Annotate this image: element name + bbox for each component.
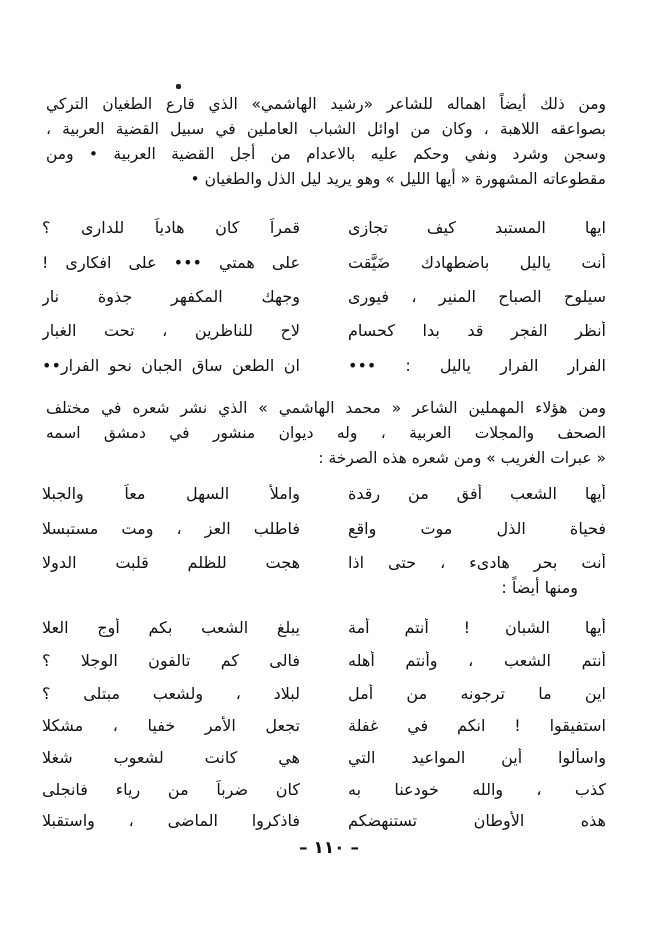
poem-verse [42,740,606,775]
verse-second-hemistich: واملأ السهل معاً والجبلا [42,484,300,503]
poem-verse [42,348,606,383]
paragraph-line: بصواعقه اللاهبة ، وكان من اوائل الشباب العاملين في سبيل القضية العربية ، [46,120,606,138]
verse-first-hemistich: الفرار الفرار ياليل : ••• [348,356,606,375]
verse-first-hemistich: ايها المستبد كيف تجازى [348,218,606,237]
page-number: – ١١٠ – [299,838,359,858]
verse-first-hemistich: أيها الشعب أفق من رقدة [348,484,606,503]
intro-paragraph [46,92,606,192]
paragraph-line: وسجن وشرد ونفي وحكم عليه بالاعدام من أجل القضية العربية • ومن [46,145,606,163]
verse-second-hemistich: فاطلب العز ، ومت مستبسلا [42,519,300,538]
verse-first-hemistich: كذب ، والله خودعنا به [348,780,606,799]
verse-first-hemistich: أنت بحر هادىء ، حتى اذا [348,553,606,572]
verse-second-hemistich: وجهك المكفهر جذوة نار [42,287,300,306]
poem-verse [42,803,606,838]
second-paragraph [46,396,606,471]
poem-verse [42,610,606,645]
verse-first-hemistich: أنظر الفجر قد بدا كحسام [348,321,606,340]
poem-verse [42,476,606,511]
paragraph-line: « عبرات الغريب » ومن شعره هذه الصرخة : [318,449,606,467]
poem-verse [42,676,606,711]
paragraph-line: مقطوعاته المشهورة « أيها الليل » وهو يريد ليل الذل والطغيان • [190,170,606,188]
verse-first-hemistich: أنت ياليل باضطهادك ضَيَّقت [348,253,606,272]
verse-first-hemistich: واسألوا أين المواعيد التي [348,748,606,767]
paragraph-line: الصحف والمجلات العربية ، وله ديوان منشور في دمشق اسمه [46,424,606,442]
verse-second-hemistich: فاذكروا الماضى ، واستقبلا [42,811,300,830]
section-heading: ومنها أيضاً : [501,578,578,597]
verse-second-hemistich: هجت للظلم قلبت الدولا [42,553,300,572]
verse-second-hemistich: قمراً كان هادياً للدارى ؟ [42,218,300,237]
verse-second-hemistich: يبلغ الشعب بكم أوج العلا [42,618,300,637]
poem-verse [42,643,606,678]
verse-second-hemistich: لبلاد ، ولشعب مبتلى ؟ [42,684,300,703]
verse-second-hemistich: لاح للناظرين ، تحت الغبار [42,321,300,340]
poem-verse [42,511,606,546]
poem-verse [42,313,606,348]
verse-second-hemistich: على همتي ••• على افكارى ! [42,253,300,272]
verse-second-hemistich: هي كانت لشعوب شغلا [42,748,300,767]
verse-second-hemistich: فالى كم تالفون الوجلا ؟ [42,651,300,670]
ink-speck [176,84,181,89]
paragraph-line: ومن ذلك أيضاً اهماله للشاعر «رشيد الهاشمي» الذي قارع الطغيان التركي [46,95,606,113]
verse-first-hemistich: أنتم الشعب ، وأنتم أهله [348,651,606,670]
verse-second-hemistich: كان ضرباً من رياء فانجلى [42,780,300,799]
poem-verse [42,545,606,580]
poem-verse [42,210,606,245]
verse-first-hemistich: هذه الأوطان تستنهضكم [348,811,606,830]
verse-second-hemistich: ان الطعن ساق الجبان نحو الفرار•• [42,356,300,375]
poem-verse [42,279,606,314]
verse-second-hemistich: تجعل الأمر خفيا ، مشكلا [42,716,300,735]
verse-first-hemistich: استفيقوا ! انكم في غفلة [348,716,606,735]
verse-first-hemistich: سيلوح الصباح المنير ، فيورى [348,287,606,306]
poem-verse [42,708,606,743]
poem-verse [42,772,606,807]
paragraph-line: ومن هؤلاء المهملين الشاعر « محمد الهاشمي » الذي نشر شعره في مختلف [46,399,606,417]
verse-first-hemistich: اين ما ترجونه من أمل [348,684,606,703]
verse-first-hemistich: فحياة الذل موت واقع [348,519,606,538]
poem-verse [42,245,606,280]
verse-first-hemistich: أيها الشبان ! أنتم أمة [348,618,606,637]
